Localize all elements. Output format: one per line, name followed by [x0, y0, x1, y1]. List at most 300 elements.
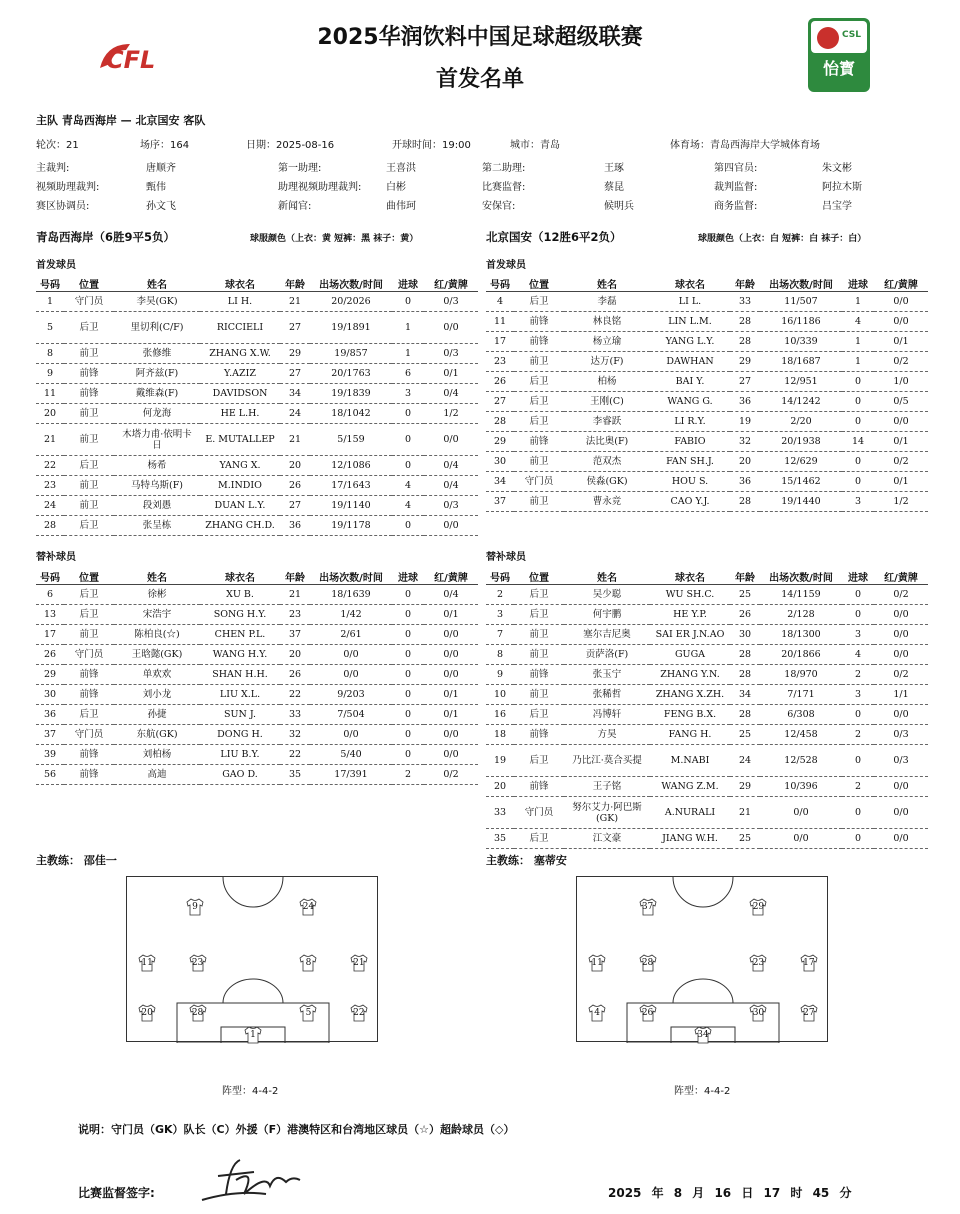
player-cell: FENG B.X.	[650, 705, 730, 725]
player-cell: 25	[730, 829, 760, 849]
home-starters-label: 首发球员	[36, 260, 76, 271]
player-cell: 29	[730, 777, 760, 797]
player-row	[36, 585, 478, 605]
player-cell: 阿齐兹(F)	[114, 364, 200, 384]
player-cell: 0/0	[874, 292, 928, 312]
player-cell: 东航(GK)	[114, 725, 200, 745]
player-row	[36, 745, 478, 765]
player-cell: 后卫	[64, 605, 114, 625]
player-cell: 7	[486, 625, 514, 645]
player-shirt-icon	[638, 954, 658, 972]
player-cell: HOU S.	[650, 472, 730, 492]
shirt-number: 30	[752, 1008, 765, 1019]
player-cell: 贡萨洛(F)	[564, 645, 650, 665]
player-row	[36, 312, 478, 344]
official-name: 曲伟珂	[386, 201, 416, 212]
away-starters-table	[486, 276, 928, 512]
player-row	[486, 352, 928, 372]
player-cell: 12/1086	[310, 456, 392, 476]
player-shirt-icon	[298, 1004, 318, 1022]
player-row	[486, 625, 928, 645]
player-cell: 9	[36, 364, 64, 384]
shirt-number: 17	[803, 958, 815, 969]
player-cell: 前锋	[514, 725, 564, 745]
player-cell: 0	[392, 625, 424, 645]
player-cell: 0	[392, 424, 424, 456]
pitch-lines	[127, 877, 379, 1043]
player-cell: 后卫	[514, 292, 564, 312]
player-cell: WANG G.	[650, 392, 730, 412]
player-cell: 张修维	[114, 344, 200, 364]
player-row	[486, 472, 928, 492]
player-cell: 28	[730, 645, 760, 665]
player-cell: 1/42	[310, 605, 392, 625]
home-formation: 阵型：4-4-2	[222, 1086, 279, 1097]
player-cell: 14/1159	[760, 585, 842, 605]
player-cell: 18/1687	[760, 352, 842, 372]
player-cell: 4	[392, 476, 424, 496]
player-cell: 18	[486, 725, 514, 745]
player-row	[486, 372, 928, 392]
player-cell: 里切利(C/F)	[114, 312, 200, 344]
player-cell: SAI ER J.N.AO	[650, 625, 730, 645]
player-shirt-icon	[185, 898, 205, 916]
player-cell: 2/128	[760, 605, 842, 625]
player-row	[36, 476, 478, 496]
player-cell: 28	[730, 332, 760, 352]
home-subs-label: 替补球员	[36, 552, 76, 563]
player-cell: 1/0	[874, 372, 928, 392]
player-cell: 王晗懿(GK)	[114, 645, 200, 665]
player-cell: LI L.	[650, 292, 730, 312]
player-cell: 后卫	[64, 705, 114, 725]
column-header: 球衣名	[650, 569, 730, 585]
player-cell: 前锋	[64, 364, 114, 384]
shirt-number: 24	[302, 901, 315, 912]
player-row	[36, 645, 478, 665]
player-cell: 26	[280, 476, 310, 496]
player-cell: 34	[486, 472, 514, 492]
player-cell: 1	[842, 332, 874, 352]
player-cell: 后卫	[514, 705, 564, 725]
home-starters-table	[36, 276, 478, 536]
player-cell: 28	[36, 516, 64, 536]
player-shirt-icon	[799, 954, 819, 972]
player-cell: 0/1	[874, 332, 928, 352]
player-cell: 37	[280, 625, 310, 645]
player-cell: 27	[280, 364, 310, 384]
official-role: 第一助理:	[278, 163, 322, 174]
player-row	[36, 384, 478, 404]
player-cell: SHAN H.H.	[200, 665, 280, 685]
player-cell: 张稀哲	[564, 685, 650, 705]
player-cell: 21	[280, 424, 310, 456]
player-cell: LIU X.L.	[200, 685, 280, 705]
player-cell: 21	[280, 292, 310, 312]
player-cell: 守门员	[64, 725, 114, 745]
shirt-number: 4	[594, 1008, 601, 1019]
player-cell: XU B.	[200, 585, 280, 605]
player-cell: 23	[280, 605, 310, 625]
player-cell: 0/0	[424, 516, 478, 536]
player-cell: 0	[842, 452, 874, 472]
player-cell: 19/1140	[310, 496, 392, 516]
player-cell: 方昊	[564, 725, 650, 745]
shirt-number: 8	[305, 958, 312, 969]
player-row	[36, 625, 478, 645]
player-cell: 守门员	[514, 797, 564, 829]
player-cell: 0/2	[874, 665, 928, 685]
player-cell: 0/1	[424, 605, 478, 625]
player-cell: 柏杨	[564, 372, 650, 392]
player-cell: 11	[36, 384, 64, 404]
shirt-number: 23	[191, 958, 204, 969]
player-cell: CHEN P.L.	[200, 625, 280, 645]
player-cell: 前锋	[514, 432, 564, 452]
player-cell: 前卫	[514, 645, 564, 665]
player-cell: 14	[842, 432, 874, 452]
player-shirt-icon	[298, 898, 318, 916]
player-cell: ZHANG X.ZH.	[650, 685, 730, 705]
player-cell: 2	[842, 665, 874, 685]
player-cell: 17	[36, 625, 64, 645]
shirt-number: 21	[353, 958, 365, 969]
player-cell: 35	[280, 765, 310, 785]
player-cell: 25	[730, 585, 760, 605]
player-cell: 0	[392, 292, 424, 312]
player-cell: RICCIELI	[200, 312, 280, 344]
column-header: 号码	[486, 569, 514, 585]
player-cell: 0/0	[424, 424, 478, 456]
player-cell: 2/20	[760, 412, 842, 432]
player-cell: DONG H.	[200, 725, 280, 745]
away-pitch	[576, 876, 828, 1042]
player-cell: 29	[486, 432, 514, 452]
player-cell: 28	[730, 665, 760, 685]
official-name: 王喜洪	[386, 163, 416, 174]
player-cell: 28	[730, 705, 760, 725]
player-cell: 0	[392, 605, 424, 625]
player-cell: 杨希	[114, 456, 200, 476]
player-cell: 15/1462	[760, 472, 842, 492]
shirt-number: 11	[141, 958, 153, 969]
player-cell: 20/1866	[760, 645, 842, 665]
player-cell: 曹永竞	[564, 492, 650, 512]
player-cell: 0/2	[874, 585, 928, 605]
player-cell: 4	[842, 645, 874, 665]
player-cell: 23	[486, 352, 514, 372]
player-cell: 前卫	[64, 496, 114, 516]
official-role: 第四官员:	[714, 163, 758, 174]
player-cell: 20	[36, 404, 64, 424]
player-cell: 24	[730, 745, 760, 777]
player-row	[36, 665, 478, 685]
shirt-number: 1	[250, 1029, 256, 1040]
player-cell: JIANG W.H.	[650, 829, 730, 849]
player-cell: 3	[842, 625, 874, 645]
player-cell: 前卫	[514, 685, 564, 705]
official-role: 商务监督:	[714, 201, 758, 212]
player-cell: 0/0	[424, 665, 478, 685]
player-cell: 1/1	[874, 685, 928, 705]
column-header: 姓名	[114, 569, 200, 585]
player-cell: 10/396	[760, 777, 842, 797]
player-row	[36, 725, 478, 745]
player-cell: 0	[392, 404, 424, 424]
player-cell: 0/0	[874, 625, 928, 645]
player-cell: 0/0	[874, 829, 928, 849]
player-cell: 何宇鹏	[564, 605, 650, 625]
player-cell: 0	[842, 585, 874, 605]
player-cell: 塞尔吉尼奥	[564, 625, 650, 645]
player-cell: 6	[392, 364, 424, 384]
player-shirt-icon	[298, 954, 318, 972]
shirt-number: 22	[353, 1008, 365, 1019]
player-row	[486, 725, 928, 745]
official-role: 第二助理:	[482, 163, 526, 174]
player-cell: 3	[842, 685, 874, 705]
player-cell: 36	[36, 705, 64, 725]
away-subs-table	[486, 569, 928, 849]
official-role: 视频助理裁判:	[36, 182, 100, 193]
player-row	[486, 452, 928, 472]
player-cell: 0	[392, 645, 424, 665]
signature-image	[196, 1154, 306, 1204]
player-cell: 后卫	[64, 516, 114, 536]
away-subs-label: 替补球员	[486, 552, 526, 563]
player-cell: 0/0	[310, 645, 392, 665]
player-cell: 努尔艾力·阿巴斯(GK)	[564, 797, 650, 829]
player-row	[486, 829, 928, 849]
player-cell: 0/0	[874, 797, 928, 829]
player-cell: 0	[842, 745, 874, 777]
player-cell: 6/308	[760, 705, 842, 725]
player-cell: 0/1	[874, 432, 928, 452]
player-row	[36, 292, 478, 312]
player-cell: 后卫	[514, 605, 564, 625]
player-cell: 37	[486, 492, 514, 512]
player-row	[486, 332, 928, 352]
player-cell: 9/203	[310, 685, 392, 705]
player-cell: E. MUTALLEP	[200, 424, 280, 456]
player-cell: 36	[730, 392, 760, 412]
player-cell: 26	[730, 605, 760, 625]
player-cell: 守门员	[64, 292, 114, 312]
player-shirt-icon	[748, 1004, 768, 1022]
player-cell: 12/629	[760, 452, 842, 472]
player-row	[36, 516, 478, 536]
round: 轮次：21	[36, 140, 79, 151]
player-cell: 0/2	[874, 352, 928, 372]
player-shirt-icon	[799, 1004, 819, 1022]
player-cell: 0/2	[424, 765, 478, 785]
player-cell: M.NABI	[650, 745, 730, 777]
player-cell: 木塔力甫·依明卡日	[114, 424, 200, 456]
player-cell: WANG Z.M.	[650, 777, 730, 797]
player-row	[486, 705, 928, 725]
player-cell: 0/2	[874, 452, 928, 472]
column-header: 位置	[64, 569, 114, 585]
player-cell: 5	[36, 312, 64, 344]
column-header: 号码	[36, 276, 64, 292]
away-formation: 阵型：4-4-2	[674, 1086, 731, 1097]
player-cell: 前锋	[64, 745, 114, 765]
column-header: 年龄	[280, 569, 310, 585]
column-header: 进球	[842, 569, 874, 585]
home-team-name: 青岛西海岸（6胜9平5负）	[36, 230, 176, 244]
home-subs-table	[36, 569, 478, 785]
player-cell: WANG H.Y.	[200, 645, 280, 665]
player-cell: 0/1	[874, 472, 928, 492]
player-cell: 20	[730, 452, 760, 472]
player-cell: 前锋	[514, 777, 564, 797]
player-cell: 0	[392, 685, 424, 705]
shirt-number: 37	[641, 901, 654, 912]
player-cell: CAO Y.J.	[650, 492, 730, 512]
page-subtitle: 首发名单	[435, 67, 524, 92]
official-name: 甄伟	[146, 182, 166, 193]
player-cell: 前卫	[514, 625, 564, 645]
player-cell: 范双杰	[564, 452, 650, 472]
shirt-number: 28	[191, 1008, 204, 1019]
player-row	[486, 292, 928, 312]
csl-logo-text: 怡寳	[822, 59, 855, 78]
player-cell: FABIO	[650, 432, 730, 452]
player-cell: 侯淼(GK)	[564, 472, 650, 492]
player-cell: 28	[486, 412, 514, 432]
player-cell: 徐彬	[114, 585, 200, 605]
player-row	[486, 392, 928, 412]
player-row	[486, 312, 928, 332]
player-cell: 27	[280, 496, 310, 516]
away-team-name: 北京国安（12胜6平2负）	[486, 230, 622, 244]
player-shirt-icon	[137, 954, 157, 972]
player-row	[36, 605, 478, 625]
player-cell: 0/5	[874, 392, 928, 412]
player-cell: 4	[486, 292, 514, 312]
player-cell: 18/1042	[310, 404, 392, 424]
player-cell: ZHANG X.W.	[200, 344, 280, 364]
official-name: 吕宝学	[822, 201, 852, 212]
player-cell: 后卫	[514, 829, 564, 849]
player-cell: 0/3	[424, 292, 478, 312]
player-row	[36, 456, 478, 476]
player-row	[486, 605, 928, 625]
column-header: 姓名	[564, 569, 650, 585]
player-cell: 0/0	[760, 797, 842, 829]
player-cell: SONG H.Y.	[200, 605, 280, 625]
player-cell: 0	[842, 705, 874, 725]
player-shirt-icon	[188, 954, 208, 972]
player-cell: 2	[842, 777, 874, 797]
official-role: 安保官:	[482, 201, 516, 212]
shirt-number: 9	[192, 901, 198, 912]
official-name: 朱文彬	[822, 163, 852, 174]
player-cell: DUAN L.Y.	[200, 496, 280, 516]
player-cell: 0/0	[874, 705, 928, 725]
player-cell: DAWHAN	[650, 352, 730, 372]
player-cell: 5/40	[310, 745, 392, 765]
player-cell: 32	[280, 725, 310, 745]
shirt-number: 27	[803, 1008, 815, 1019]
player-cell: 乃比江·莫合买提	[564, 745, 650, 777]
player-cell: M.INDIO	[200, 476, 280, 496]
player-cell: 16	[486, 705, 514, 725]
player-shirt-icon	[638, 1004, 658, 1022]
shirt-number: 5	[305, 1008, 312, 1019]
column-header: 年龄	[730, 276, 760, 292]
away-starters-label: 首发球员	[486, 260, 526, 271]
cfl-logo-text: CFL	[106, 46, 156, 74]
page-title: 2025华润饮料中国足球超级联赛	[317, 25, 643, 50]
player-cell: 35	[486, 829, 514, 849]
official-role: 新闻官:	[278, 201, 312, 212]
player-shirt-icon	[587, 954, 607, 972]
player-cell: 18/1639	[310, 585, 392, 605]
player-cell: 前卫	[514, 352, 564, 372]
legend-note: 说明：守门员（GK）队长（C）外援（F）港澳特区和台湾地区球员（☆）超龄球员（◇）	[78, 1123, 515, 1136]
column-header: 球衣名	[650, 276, 730, 292]
column-header: 号码	[36, 569, 64, 585]
player-cell: 0/3	[424, 496, 478, 516]
player-cell: FAN SH.J.	[650, 452, 730, 472]
shirt-number: 20	[141, 1008, 153, 1019]
player-cell: 4	[392, 496, 424, 516]
player-cell: 0/4	[424, 384, 478, 404]
player-cell: 17/391	[310, 765, 392, 785]
home-pitch	[126, 876, 378, 1042]
venue: 体育场：青岛西海岸大学城体育场	[670, 140, 820, 151]
table-header	[36, 276, 478, 292]
player-cell: 22	[280, 685, 310, 705]
player-cell: 30	[36, 685, 64, 705]
player-cell: 0/0	[424, 625, 478, 645]
player-cell: 30	[730, 625, 760, 645]
player-cell: 21	[280, 585, 310, 605]
player-cell: 12/528	[760, 745, 842, 777]
player-cell: 0/1	[424, 364, 478, 384]
player-cell: 9	[486, 665, 514, 685]
player-row	[486, 492, 928, 512]
match-no: 场序：164	[140, 140, 190, 151]
column-header: 年龄	[730, 569, 760, 585]
column-header: 进球	[842, 276, 874, 292]
player-cell: 0/0	[760, 829, 842, 849]
player-cell: DAVIDSON	[200, 384, 280, 404]
player-cell: 后卫	[64, 585, 114, 605]
shirt-number: 29	[752, 901, 765, 912]
player-cell: BAI Y.	[650, 372, 730, 392]
player-shirt-icon	[748, 954, 768, 972]
player-cell: 前锋	[64, 665, 114, 685]
player-cell: 0/0	[310, 725, 392, 745]
player-cell: 8	[486, 645, 514, 665]
player-cell: 19/1891	[310, 312, 392, 344]
player-cell: GAO D.	[200, 765, 280, 785]
pitch-lines	[577, 877, 829, 1043]
player-cell: FANG H.	[650, 725, 730, 745]
player-cell: HE Y.P.	[650, 605, 730, 625]
player-cell: 陈柏良(☆)	[114, 625, 200, 645]
player-cell: 后卫	[64, 456, 114, 476]
player-cell: 0	[392, 665, 424, 685]
shirt-number: 28	[641, 958, 654, 969]
player-cell: 0	[842, 392, 874, 412]
player-cell: 29	[280, 344, 310, 364]
player-cell: 前卫	[64, 476, 114, 496]
player-shirt-icon	[188, 1004, 208, 1022]
player-cell: 21	[730, 797, 760, 829]
